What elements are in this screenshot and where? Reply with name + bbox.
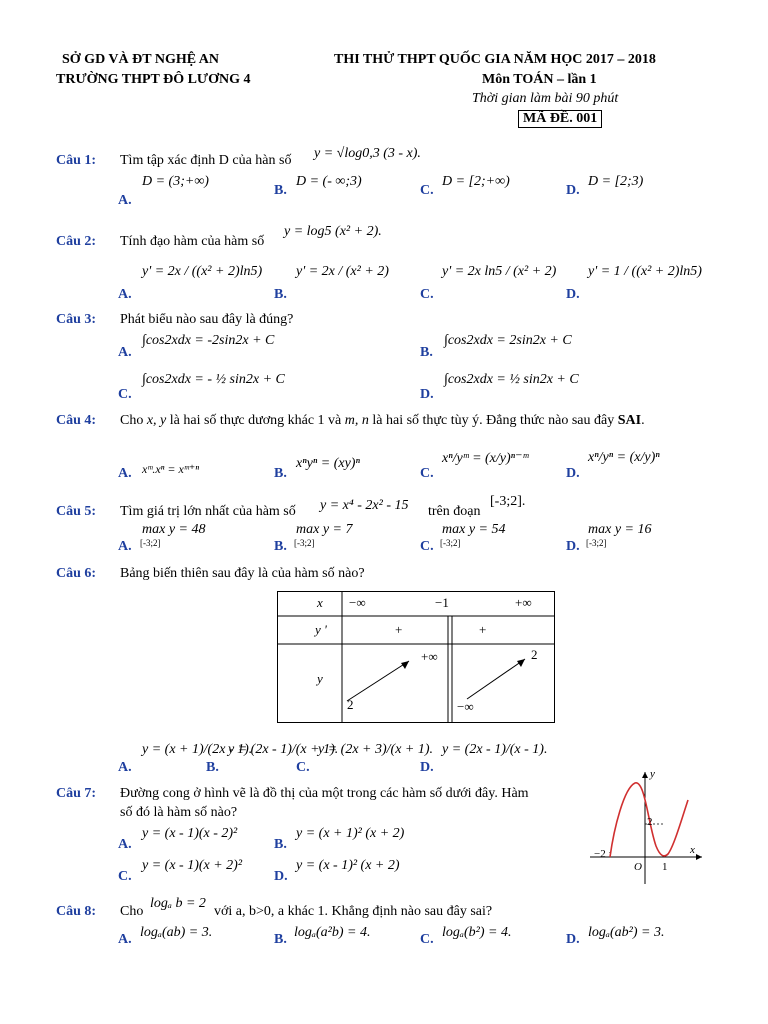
table-yprime-label: y ' [315,622,327,637]
q6-option-a[interactable]: y = (x + 1)/(2x - 1). [142,742,253,757]
q2-option-d-letter[interactable]: D. [566,287,580,302]
q5-option-b-sub: [-3;2] [294,538,315,548]
question-3-label: Câu 3: [56,312,97,327]
variation-table [277,591,555,723]
question-8-label: Câu 8: [56,904,97,919]
q6-option-d-letter[interactable]: D. [420,760,434,775]
q6-option-a-letter[interactable]: A. [118,760,132,775]
question-2-formula: y = log5 (x² + 2). [284,224,382,239]
table-y-pos-inf: +∞ [421,649,438,664]
q2-option-c-letter[interactable]: C. [420,287,434,302]
q7-option-a-letter[interactable]: A. [118,837,132,852]
table-y-left-2: 2 [347,697,354,712]
q1-option-d[interactable]: D = [2;3) [588,174,644,189]
q2-option-c[interactable]: y' = 2x ln5 / (x² + 2) [442,264,557,279]
question-5-text: Tìm giá trị lớn nhất của hàm số [120,504,296,519]
exam-duration: Thời gian làm bài 90 phút [472,91,619,106]
question-1-label: Câu 1: [56,153,97,168]
q4-option-b-letter[interactable]: B. [274,466,287,481]
q1-option-a-letter[interactable]: A. [118,193,132,208]
q3-option-c[interactable]: ∫cos2xdx = - ½ sin2x + C [142,372,285,387]
q8-option-b[interactable]: logₐ(a²b) = 4. [294,925,371,940]
question-5-label: Câu 5: [56,504,97,519]
q3-option-c-letter[interactable]: C. [118,387,132,402]
q7-option-b-letter[interactable]: B. [274,837,287,852]
q7-option-a[interactable]: y = (x - 1)(x - 2)² [142,826,238,841]
q2-option-a-letter[interactable]: A. [118,287,132,302]
q5-option-a-letter[interactable]: A. [118,539,132,554]
q8-option-c[interactable]: logₐ(b²) = 4. [442,925,512,940]
q4-option-c[interactable]: xⁿ/yᵐ = (x/y)ⁿ⁻ᵐ [442,451,529,466]
q2-option-b-letter[interactable]: B. [274,287,287,302]
q1-option-b-letter[interactable]: B. [274,183,287,198]
q5-option-a-sub: [-3;2] [140,538,161,548]
q8-option-a[interactable]: logₐ(ab) = 3. [140,925,213,940]
graph-origin-label: O [634,861,642,873]
q5-option-b-letter[interactable]: B. [274,539,287,554]
q3-option-d-letter[interactable]: D. [420,387,434,402]
table-x-pos-inf: +∞ [515,595,532,610]
question-5-text2: trên đoạn [428,504,481,519]
table-yprime-left: + [395,622,403,637]
question-7-label: Câu 7: [56,786,97,801]
question-2-label: Câu 2: [56,234,97,249]
q6-option-b[interactable]: y = (2x - 1)/(x + 1). [228,742,339,757]
graph-tick-y2: 2 [647,816,653,828]
q8-option-a-letter[interactable]: A. [118,932,132,947]
q5-option-c[interactable]: max y = 54 [442,522,506,537]
table-y-right-2: 2 [531,647,538,662]
q4-option-d[interactable]: xⁿ/yⁿ = (x/y)ⁿ [588,450,660,465]
question-5-interval: [-3;2]. [490,494,526,509]
q2-option-a[interactable]: y' = 2x / ((x² + 2)ln5) [142,264,263,279]
question-3-text: Phát biểu nào sau đây là đúng? [120,312,294,327]
school-dept: SỞ GD VÀ ĐT NGHỆ AN [62,52,220,67]
school-name: TRƯỜNG THPT ĐÔ LƯƠNG 4 [56,72,251,87]
q6-option-c-letter[interactable]: C. [296,760,310,775]
table-y-label: y [317,671,323,686]
graph-tick-x1: 1 [662,861,668,873]
question-8-formula: logₐ b = 2 [150,896,206,911]
q2-option-d[interactable]: y' = 1 / ((x² + 2)ln5) [588,264,702,279]
q5-option-c-sub: [-3;2] [440,538,461,548]
q8-option-d[interactable]: logₐ(ab²) = 3. [588,925,665,940]
q7-graph [590,768,706,886]
q7-option-d-letter[interactable]: D. [274,869,288,884]
q4-option-a-letter[interactable]: A. [118,466,132,481]
table-x-minus1: −1 [435,595,449,610]
table-x-neg-inf: −∞ [349,595,366,610]
q3-option-a-letter[interactable]: A. [118,345,132,360]
question-7-line1: Đường cong ở hình vẽ là đồ thị của một trong các hàm số dưới đây. Hàm [120,786,529,801]
q7-option-c-letter[interactable]: C. [118,869,132,884]
question-8-text-b: với a, b>0, a khác 1. Khẳng định nào sau đây sai? [214,904,493,919]
table-yprime-right: + [479,622,487,637]
question-7-line2: số đó là hàm số nào? [120,805,238,820]
q5-option-b[interactable]: max y = 7 [296,522,353,537]
q6-option-c[interactable]: y = (2x + 3)/(x + 1). [318,742,434,757]
q5-option-d-letter[interactable]: D. [566,539,580,554]
question-2-text: Tính đạo hàm của hàm số [120,234,265,249]
q7-option-c[interactable]: y = (x - 1)(x + 2)² [142,858,243,873]
exam-subject: Môn TOÁN – lần 1 [482,72,597,87]
q3-option-a[interactable]: ∫cos2xdx = -2sin2x + C [142,333,275,348]
q1-option-c-letter[interactable]: C. [420,183,434,198]
question-4-label: Câu 4: [56,413,97,428]
q7-option-d[interactable]: y = (x - 1)² (x + 2) [296,858,400,873]
graph-x-axis-label: x [690,844,695,856]
question-8-text-a: Cho [120,904,144,919]
q1-option-a[interactable]: D = (3;+∞) [142,174,209,189]
q8-option-c-letter[interactable]: C. [420,932,434,947]
table-y-neg-inf: −∞ [457,699,474,714]
question-6-label: Câu 6: [56,566,97,581]
q4-option-b[interactable]: xⁿyⁿ = (xy)ⁿ [296,456,360,471]
q6-option-b-letter[interactable]: B. [206,760,219,775]
q5-option-d-sub: [-3;2] [586,538,607,548]
q2-option-b[interactable]: y' = 2x / (x² + 2) [296,264,389,279]
q1-option-b[interactable]: D = (- ∞;3) [296,174,362,189]
question-5-formula: y = x⁴ - 2x² - 15 [320,498,409,513]
q3-option-b-letter[interactable]: B. [420,345,433,360]
q7-option-b[interactable]: y = (x + 1)² (x + 2) [296,826,405,841]
q4-option-a[interactable]: xᵐ.xⁿ = xᵐ⁺ⁿ [142,462,199,476]
question-4-text: Cho x, y là hai số thực dương khác 1 và m, n là hai số thực tùy ý. Đẳng thức nào sau đây SAI. [120,413,645,428]
q4-option-d-letter[interactable]: D. [566,466,580,481]
q4-option-c-letter[interactable]: C. [420,466,434,481]
exam-title: THI THỬ THPT QUỐC GIA NĂM HỌC 2017 – 2018 [334,52,656,67]
q8-option-d-letter[interactable]: D. [566,932,580,947]
q1-option-d-letter[interactable]: D. [566,183,580,198]
q5-option-a[interactable]: max y = 48 [142,522,206,537]
question-1-text: Tìm tập xác định D của hàn số [120,153,292,168]
graph-y-axis-label: y [650,768,655,780]
q3-option-d[interactable]: ∫cos2xdx = ½ sin2x + C [444,372,579,387]
q5-option-c-letter[interactable]: C. [420,539,434,554]
q3-option-b[interactable]: ∫cos2xdx = 2sin2x + C [444,333,572,348]
q5-option-d[interactable]: max y = 16 [588,522,652,537]
q6-option-d[interactable]: y = (2x - 1)/(x - 1). [442,742,548,757]
q8-option-b-letter[interactable]: B. [274,932,287,947]
q1-option-c[interactable]: D = [2;+∞) [442,174,510,189]
graph-tick-xneg2: −2 [594,848,606,860]
question-1-formula: y = √log0,3 (3 - x). [314,146,421,161]
exam-code: MÃ ĐỀ. 001 [518,110,602,128]
question-6-text: Bảng biến thiên sau đây là của hàm số nào? [120,566,365,581]
table-x-label: x [317,595,323,610]
